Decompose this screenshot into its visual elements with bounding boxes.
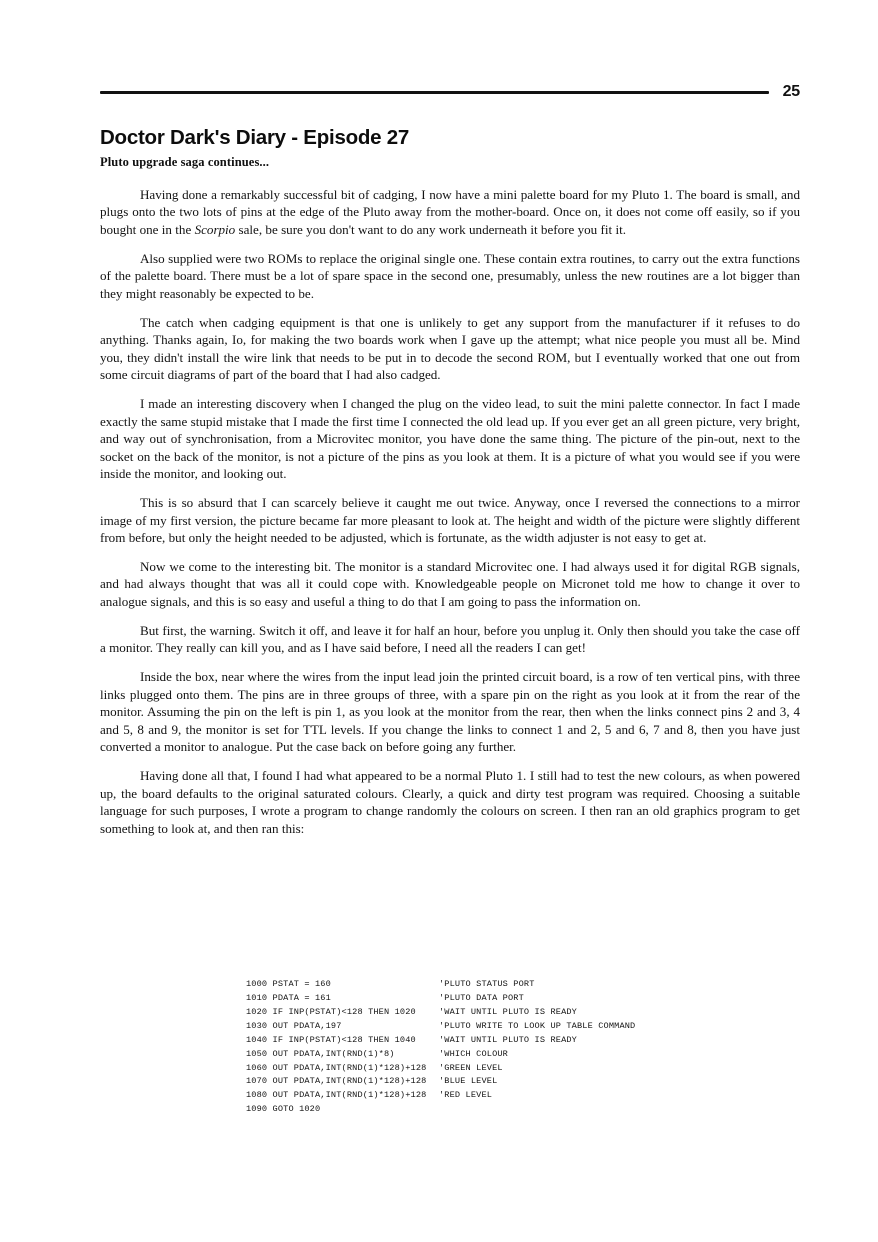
code-line [246,1089,635,1103]
code-line [246,978,635,992]
code-remark: 'WAIT UNTIL PLUTO IS READY [439,1006,577,1017]
code-statement: 1090 GOTO 1020 [246,1104,321,1115]
header-rule [100,91,769,94]
body-paragraph [100,767,800,837]
code-statement: 1000 PSTAT = 160 [246,979,331,989]
code-remark: 'PLUTO WRITE TO LOOK UP TABLE COMMAND [439,1020,636,1031]
body-paragraph [100,494,800,546]
code-statement: 1040 IF INP(PSTAT)<128 THEN 1040 [246,1034,416,1045]
code-statement: 1010 PDATA = 161 [246,992,331,1003]
page-header [100,80,800,104]
body-paragraph [100,668,800,755]
body-text: This is so absurd that I can scarcely believe it caught me out twice. Anyway, once I reversed the connections to a mirror image of my first version, the picture became far more pleasant to look at. The height and width of the picture were slightly different from before, but only the height needed to be adjusted, which is fortunate, as the width adjuster is not easy to get at. [100,495,800,545]
code-remark: 'BLUE LEVEL [439,1076,498,1087]
code-line [246,1034,635,1048]
body-paragraph [100,395,800,482]
body-paragraph [100,314,800,384]
body-text: Having done all that, I found I had what appeared to be a normal Pluto 1. I still had to test the new colours, as when powered up, the board defaults to the original saturated colours. Clearly, a quick and dirty test program was required. Choosing a suitable language for such purposes, I wrote a program to change randomly the colours on screen. I then ran an old graphics program to get something to look at, and then ran this: [100,768,800,836]
code-statement: 1070 OUT PDATA,INT(RND(1)*128)+128 [246,1076,427,1087]
code-line [246,1103,635,1117]
page-number: 25 [782,83,800,100]
code-remark: 'PLUTO DATA PORT [439,992,524,1003]
code-statement: 1080 OUT PDATA,INT(RND(1)*128)+128 [246,1090,427,1101]
code-remark: 'GREEN LEVEL [439,1062,503,1073]
code-statement: 1020 IF INP(PSTAT)<128 THEN 1020 [246,1006,416,1017]
body-text: Now we come to the interesting bit. The monitor is a standard Microvitec one. I had always used it for digital RGB signals, and had always thought that was all it could cope with. Knowledgeable people on Micronet told me how to change it over to analogue signals, and this is so easy and useful a thing to do that I am going to pass the information on. [100,558,800,609]
body-paragraph [100,558,800,610]
code-line [246,1048,635,1062]
article-subtitle: Pluto upgrade saga continues... [100,155,270,169]
body-text: sale, be sure you don't want to do any work underneath it before you fit it. [235,221,626,237]
code-line [246,1062,635,1076]
article-title: Doctor Dark's Diary - Episode 27 [100,125,410,149]
code-remark: 'WHICH COLOUR [439,1048,508,1059]
code-statement: 1060 OUT PDATA,INT(RND(1)*128)+128 [246,1062,427,1073]
body-paragraph [100,250,800,302]
code-line [246,1006,635,1020]
code-listing [246,978,635,1117]
code-line [246,1075,635,1089]
body-text: Also supplied were two ROMs to replace the original single one. These contain extra routines, to carry out the extra functions of the palette board. There must be a lot of spare space in the second one, presumably, unless the new routines are a lot bigger than they might reasonably be expected to be. [100,250,800,301]
code-remark: 'WAIT UNTIL PLUTO IS READY [439,1034,577,1045]
body-text: The catch when cadging equipment is that one is unlikely to get any support from the manufacturer if it refuses to do anything. Thanks again, Io, for making the two boards work when I gave up the attempt; what nice people you must all be. Mind you, they didn't install the wire link that needs to be put in to decode the second ROM, but I eventually worked that one out from some circuit diagrams of part of the board that I had also cadged. [100,314,800,383]
code-line [246,1020,635,1034]
body-paragraph [100,186,800,238]
body-text: Inside the box, near where the wires from the input lead join the printed circuit board, is a row of ten vertical pins, with three links plugged onto them. The pins are in three groups of three, with a spare pin on the right as you look at it from the rear of the monitor. Assuming the pin on the left is pin 1, as you look at the monitor from the rear, then when the links connect pins 2 and 3, 4 and 5, 8 and 9, the monitor is set for TTL levels. If you change the links to connect 1 and 2, 5 and 6, 7 and 8, then you have just converted a monitor to analogue. Put the case back on before going any further. [100,669,800,755]
body-text: I made an interesting discovery when I changed the plug on the video lead, to suit the mini palette connector. In fact I made exactly the same stupid mistake that I made the first time I connected the old lead up. If you ever get an all green picture, very bright, and way out of synchronisation, from a Microvitec monitor, you have done the same thing. The picture of the pin-out, next to the socket on the back of the monitor, is not a picture of the pins as you look at them. It is a picture of what you would see if you were inside the monitor, and looking out. [100,396,800,482]
article-body [100,186,800,837]
emphasis-text: Scorpio [194,221,236,237]
code-statement: 1030 OUT PDATA,197 [246,1020,342,1031]
body-text: But first, the warning. Switch it off, and leave it for half an hour, before you unplug it. Only then should you take the case off a monitor. They really can kill you, and as I have said before, I need all the readers I can get! [100,622,800,656]
code-remark: 'PLUTO STATUS PORT [439,979,535,989]
code-line [246,992,635,1006]
code-statement: 1050 OUT PDATA,INT(RND(1)*8) [246,1048,395,1059]
code-remark: 'RED LEVEL [439,1090,493,1101]
body-paragraph [100,622,800,657]
body-text: Having done a remarkably successful bit of cadging, I now have a mini palette board for my Pluto 1. The board is small, and plugs onto the two lots of pins at the edge of the Pluto away from the mother-board. Once on, it does not come off easily, so if you bought one in the [100,187,800,237]
